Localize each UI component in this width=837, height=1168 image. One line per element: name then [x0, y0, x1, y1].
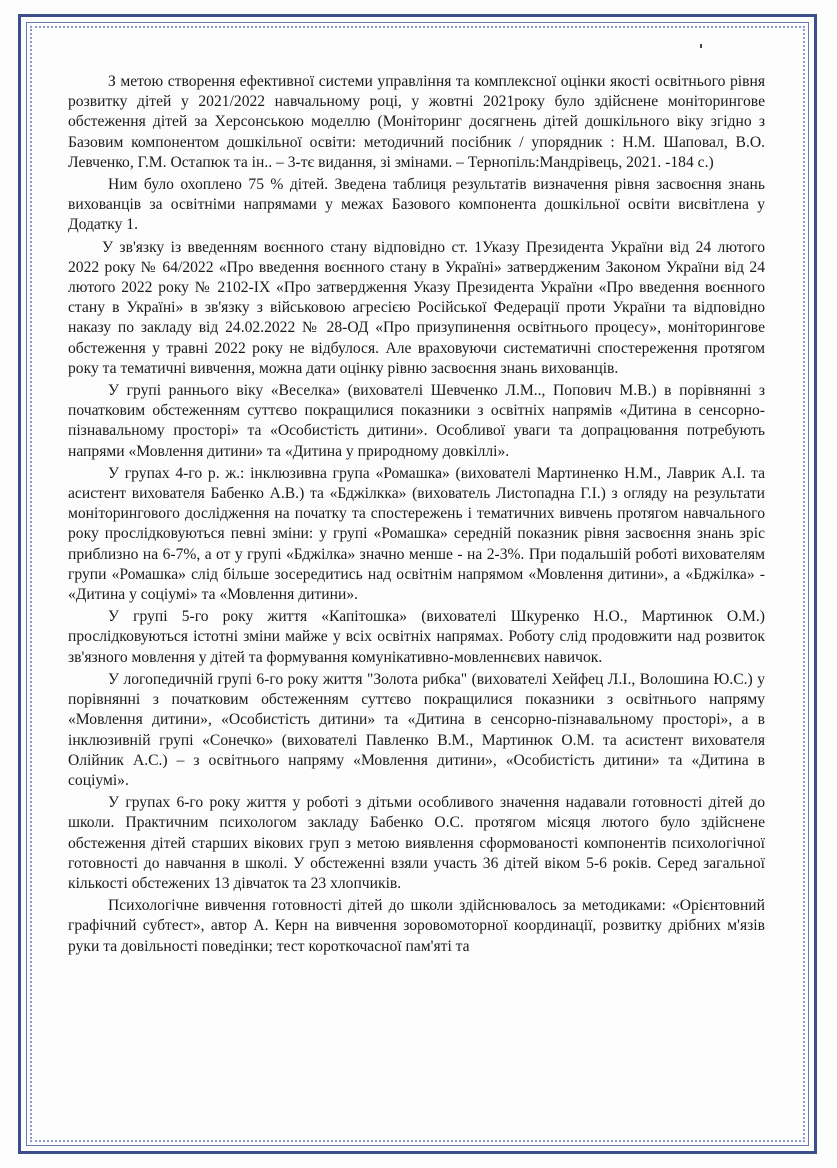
paragraph-coverage: Ним було охоплено 75 % дітей. Зведена таблиця результатів визначення рівня засвоєння знань вихованців за освітніми напрямами у межах Базового компонента дошкільної освіти висвітлена у Додатку 1. — [68, 176, 765, 234]
paragraph-school-readiness: У групах 6-го року життя у роботі з дітьми особливого значення надавали готовності дітей до школи. Практичним психологом закладу Бабенко О.С. протягом місяця лютого було здійснене обстеження дітей старших вікових груп з метою виявлення сформованості компонентів психологічної готовності до навчання в школі. У обстеженні взяли участь 36 дітей віком 5-6 років. Серед загальної кількості обстежених 13 дівчаток та 23 хлопчиків. — [68, 794, 765, 892]
paragraph-group-kapitoshka: У групі 5-го року життя «Капітошка» (вихователі Шкуренко Н.О., Мартинюк О.М.) прослідковуються істотні зміни майже у всіх освітніх напрямах. Роботу слід продовжити над розвиток зв'язного мовлення у дітей та формування комунікативно-мовленнєвих навичок. — [68, 608, 765, 666]
paragraph-martial-law: У зв'язку із введенням воєнного стану відповідно ст. 1Указу Президента України від 24 лютого 2022 року № 64/2022 «Про введення воєнного стану в Україні» затвердженим Законом України від 24 лютого 2022 року № 2102-IX «Про затвердження Указу Президента України «Про введення воєнного стану в Україні» в зв'язку з військовою агресією Російської Федерації проти України та відповідно наказу по закладу від 24.02.2022 № 28-ОД «Про призупинення освітнього процесу», моніторингове обстеження у травні 2022 року не відбулося. Але враховуючи систематичні спостереження протягом року та тематичні вивчення, можна дати оцінку рівню засвоєння знань вихованців. — [68, 238, 765, 377]
document-body — [68, 72, 765, 959]
paragraph-psych-methods: Психологічне вивчення готовності дітей до школи здійснювалось за методиками: «Орієнтовний графічний субтест», автор А. Керн на вивчення зоровомоторної координації, розвитку дрібних м'язів руки та довільності поведінки; тест короткочасної пам'яті та — [68, 897, 765, 955]
ink-mark — [700, 44, 702, 48]
paragraph-group-veselka: У групі раннього віку «Веселка» (вихователі Шевченко Л.М.., Попович М.В.) в порівнянні з початковим обстеженням суттєво покращилися показники з освітніх напрямів «Дитина в сенсорно-пізнавальному просторі» та «Особистість дитини». Особливої уваги та допрацювання потребують напрями «Мовлення дитини» та «Дитина у природному довкіллі». — [68, 382, 765, 460]
paragraph-groups-age-4: У групах 4-го р. ж.: інклюзивна група «Ромашка» (вихователі Мартиненко Н.М., Лаврик А.І. та асистент вихователя Бабенко А.В.) та «Бджілкка» (вихователь Листопадна Г.І.) з огляду на результати моніторингового дослідження на початку та спостережень і тематичних вивчень протягом навчального року прослідковуються певні зміни: у групі «Ромашка» середній показник рівня засвоєння знань зріс приблизно на 6-7%, а от у групі «Бджілка» значно менше - на 2-3%. При подальшій роботі вихователям групи «Ромашка» слід більше зосередитись над освітнім напрямом «Мовлення дитини», а «Бджілка» - «Дитина у соціумі» та «Мовлення дитини». — [68, 464, 765, 604]
paragraph-monitoring-intro: З метою створення ефективної системи управління та комплексної оцінки якості освітнього рівня розвитку дітей у 2021/2022 навчальному році, у жовтні 2021року було здійснене моніторингове обстеження дітей за Херсонською моделлю (Моніторинг досягнень дітей дошкільного віку згідно з Базовим компонентом дошкільної освіти: методичний посібник / упорядник : Н.М. Шаповал, В.О. Левченко, Г.М. Остапюк та ін.. – 3-тє видання, зі змінами. – Тернопіль:Мандрівець, 2021. -184 с.) — [68, 73, 765, 171]
paragraph-group-zolota-rybka: У логопедичній групі 6-го року життя "Золота рибка" (вихователі Хейфец Л.І., Волошина Ю.С.) у порівнянні з початковим обстеженням суттєво покращилися показники з освітнього напряму «Мовлення дитини», «Особистість дитини» та «Дитина в сенсорно-пізнавальному просторі», а в інклюзивній групі «Сонечко» (вихователі Павленко В.М., Мартинюк О.М. та асистент вихователя Олійник А.С.) – з освітнього напряму «Мовлення дитини», «Особистість дитини» та «Дитина в соціумі». — [68, 670, 765, 789]
